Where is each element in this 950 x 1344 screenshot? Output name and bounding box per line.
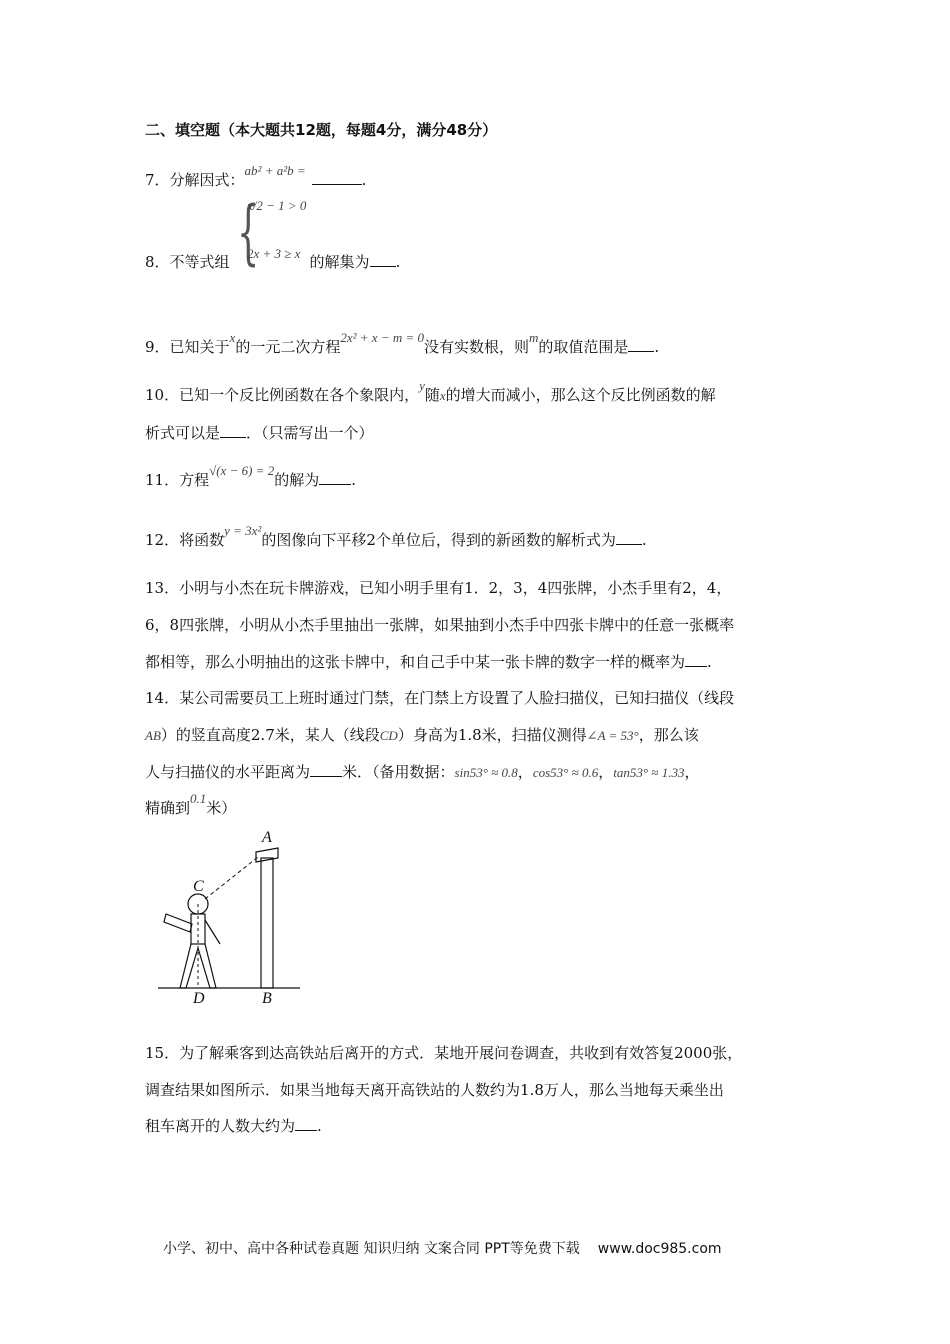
question-15-line-2: 调查结果如图所示．如果当地每天离开高铁站的人数约为1.8万人，那么当地每天乘坐出 xyxy=(145,1081,724,1099)
question-13-line-2: 6，8四张牌，小明从小杰手里抽出一张牌，如果抽到小杰手中四张卡牌中的任意一张概率 xyxy=(145,616,735,634)
footer-link[interactable]: www.doc985.com xyxy=(597,1241,722,1257)
inequality-row-2: 2x + 3 ≥ x xyxy=(247,246,301,261)
question-10-line-2: 析式可以是 ．（只需写出一个） xyxy=(145,424,374,442)
answer-blank[interactable] xyxy=(220,423,246,438)
label-c: C xyxy=(193,878,204,895)
question-7: 7．分解因式：ab² + a²b =. xyxy=(145,163,367,189)
answer-blank[interactable] xyxy=(370,252,396,267)
answer-blank[interactable] xyxy=(628,337,654,352)
person-arm-right xyxy=(205,920,220,944)
answer-blank[interactable] xyxy=(295,1116,317,1131)
footer-text: 小学、初中、高中各种试卷真题 知识归纳 文案合同 PPT等免费下载 xyxy=(163,1241,580,1257)
q12-function: y = 3x² xyxy=(224,523,262,538)
question-13-line-3: 都相等，那么小明抽出的这张卡牌中，和自己手中某一张卡牌的数字一样的概率为 . xyxy=(145,653,712,671)
q9-equation: 2x² + x − m = 0 xyxy=(340,330,424,345)
question-15-line-3: 租车离开的人数大约为 . xyxy=(145,1117,322,1135)
question-14-line-3: 人与扫描仪的水平距离为 米．（备用数据：sin53° ≈ 0.8，cos53° ≈ 0.6，tan53° ≈ 1.33， xyxy=(145,763,700,781)
page-footer xyxy=(163,1238,722,1258)
answer-blank[interactable] xyxy=(685,652,707,667)
question-8: 8．不等式组 的解集为 . xyxy=(145,253,401,271)
question-14-line-1: 14．某公司需要员工上班时通过门禁，在门禁上方设置了人脸扫描仪，已知扫描仪（线段 xyxy=(145,689,735,707)
question-12: 12．将函数y = 3x²的图像向下平移2个单位后，得到的新函数的解析式为 . xyxy=(145,523,647,549)
question-10-line-1: 10．已知一个反比例函数在各个象限内，y随x的增大而减小，那么这个反比例函数的解 xyxy=(145,378,716,404)
person-arm xyxy=(164,914,192,932)
question-15-line-1: 15．为了解乘客到达高铁站后离开的方式．某地开展问卷调查，共收到有效答复2000张， xyxy=(145,1044,743,1062)
q7-expression: ab² + a²b = xyxy=(244,163,306,178)
question-14-line-2: AB）的竖直高度2.7米，某人（线段CD）身高为1.8米，扫描仪测得∠A = 53°，那么该 xyxy=(145,726,699,744)
question-9: 9．已知关于x的一元二次方程2x² + x − m = 0没有实数根，则m的取值范围是 . xyxy=(145,330,660,356)
answer-blank[interactable] xyxy=(616,530,642,545)
question-13-line-1: 13．小明与小杰在玩卡牌游戏，已知小明手里有1．2，3，4四张牌，小杰手里有2，4， xyxy=(145,579,732,597)
inequality-system: { x/2 − 1 > 0 2x + 3 ≥ x xyxy=(237,191,307,273)
scanner-figure xyxy=(150,828,310,1008)
q11-equation: √(x − 6) = 2 xyxy=(209,463,275,478)
section-heading: 二、填空题（本大题共12题，每题4分，满分48分） xyxy=(145,121,498,139)
answer-blank[interactable] xyxy=(310,762,342,777)
inequality-row-1: x/2 − 1 > 0 xyxy=(247,198,307,213)
label-a: A xyxy=(262,829,272,846)
label-d: D xyxy=(193,990,205,1007)
question-14-line-4: 精确到0.1米） xyxy=(145,791,237,817)
scanner-device xyxy=(256,848,278,862)
label-b: B xyxy=(262,990,272,1007)
scanner-pole xyxy=(261,858,273,988)
answer-blank[interactable] xyxy=(312,170,362,185)
question-11: 11．方程√(x − 6) = 2的解为 . xyxy=(145,463,356,489)
scan-line xyxy=(205,857,258,899)
answer-blank[interactable] xyxy=(319,470,351,485)
